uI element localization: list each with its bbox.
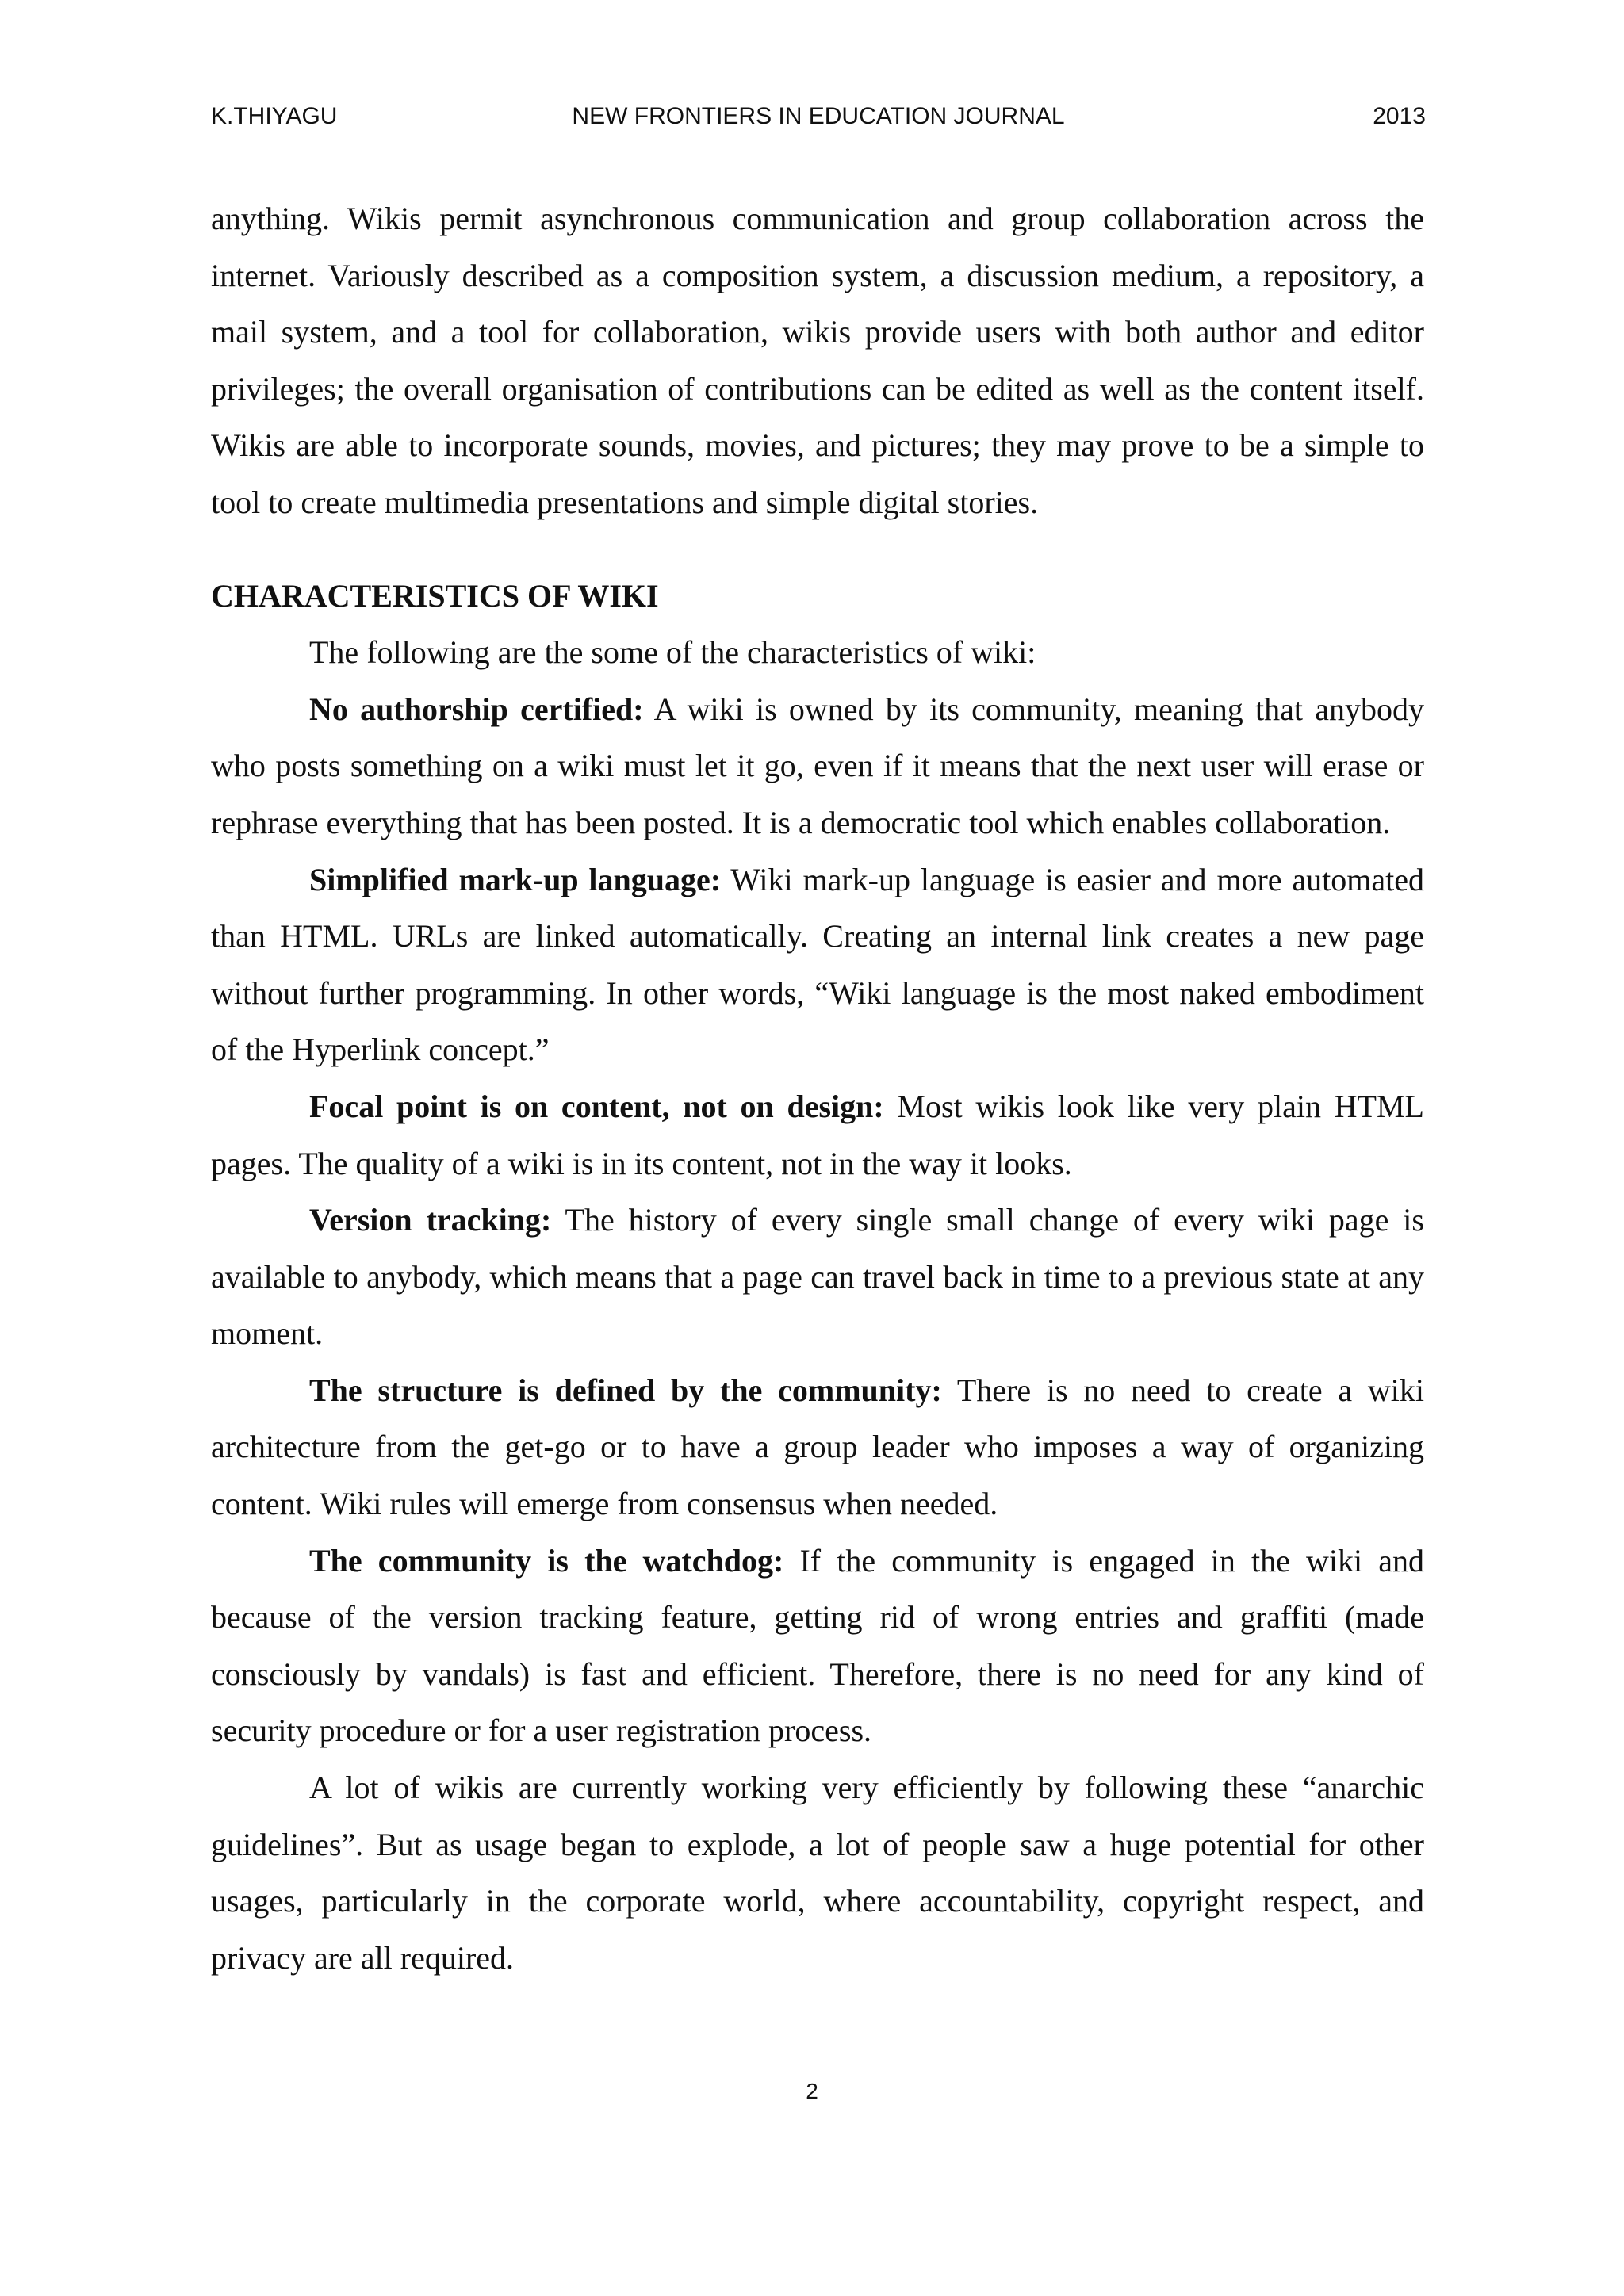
characteristic-term: Version tracking: bbox=[309, 1202, 552, 1238]
characteristic-text: The history of every single small change of every wiki page is available to anybody, which means that a page can travel back in time to a previous state at any moment. bbox=[211, 1202, 1424, 1352]
page-body bbox=[211, 190, 1424, 1986]
running-header bbox=[211, 97, 1426, 136]
characteristic-term: The community is the watchdog: bbox=[309, 1542, 784, 1578]
characteristic-term: Focal point is on content, not on design: bbox=[309, 1088, 884, 1124]
characteristic-community-watchdog bbox=[211, 1533, 1424, 1759]
characteristic-simplified-markup bbox=[211, 851, 1424, 1078]
characteristic-no-authorship bbox=[211, 681, 1424, 851]
closing-paragraph: A lot of wikis are currently working very efficiently by following these “anarchic guidelines”. But as usage began to explode, a lot of people saw a huge potential for other usages, particularly in the corporate world, where accountability, copyright respect, and privacy are all required. bbox=[211, 1770, 1424, 1976]
characteristic-version-tracking bbox=[211, 1192, 1424, 1362]
section-heading: CHARACTERISTICS OF WIKI bbox=[211, 577, 659, 614]
characteristic-term: The structure is defined by the community: bbox=[309, 1372, 942, 1408]
page-number: 2 bbox=[806, 2079, 818, 2103]
lead-in-paragraph: The following are the some of the characteristics of wiki: bbox=[309, 634, 1036, 671]
characteristic-term: Simplified mark-up language: bbox=[309, 861, 722, 897]
header-year: 2013 bbox=[1373, 103, 1426, 129]
characteristic-text: Most wikis look like very plain HTML pages. The quality of a wiki is in its content, not in the way it looks. bbox=[211, 1088, 1424, 1181]
characteristic-text: A wiki is owned by its community, meaning that anybody who posts something on a wiki must let it go, even if it means that the next user will erase or rephrase everything that has been posted. It is a democratic tool which enables collaboration. bbox=[211, 691, 1425, 840]
characteristic-structure-community bbox=[211, 1362, 1424, 1533]
characteristic-text: There is no need to create a wiki architecture from the get-go or to have a group leader who imposes a way of organizing content. Wiki rules will emerge from consensus when needed. bbox=[211, 1372, 1424, 1522]
characteristic-focal-point bbox=[211, 1078, 1424, 1192]
intro-paragraph: anything. Wikis permit asynchronous communication and group collaboration across the internet. Variously described as a composition system, a discussion medium, a repository, a mail system, and a tool for collaboration, wikis provide users with both author and editor privileges; the overall organisation of contributions can be edited as well as the content itself. Wikis are able to incorporate sounds, movies, and pictures; they may prove to be a simple to tool to create multimedia presentations and simple digital stories. bbox=[211, 201, 1424, 520]
header-author: K.THIYAGU bbox=[211, 103, 338, 129]
characteristic-text: If the community is engaged in the wiki and because of the version tracking feature, getting rid of wrong entries and graffiti (made consciously by vandals) is fast and efficient. Therefore, there is no need for any kind of security procedure or for a user registration process. bbox=[211, 1542, 1424, 1749]
header-journal-title: NEW FRONTIERS IN EDUCATION JOURNAL bbox=[572, 103, 1065, 129]
characteristic-term: No authorship certified: bbox=[309, 691, 644, 727]
characteristic-text: Wiki mark-up language is easier and more automated than HTML. URLs are linked automatically. Creating an internal link creates a new page without further programming. In other words, “Wiki language is the most naked embodiment of the Hyperlink concept.” bbox=[211, 861, 1424, 1068]
